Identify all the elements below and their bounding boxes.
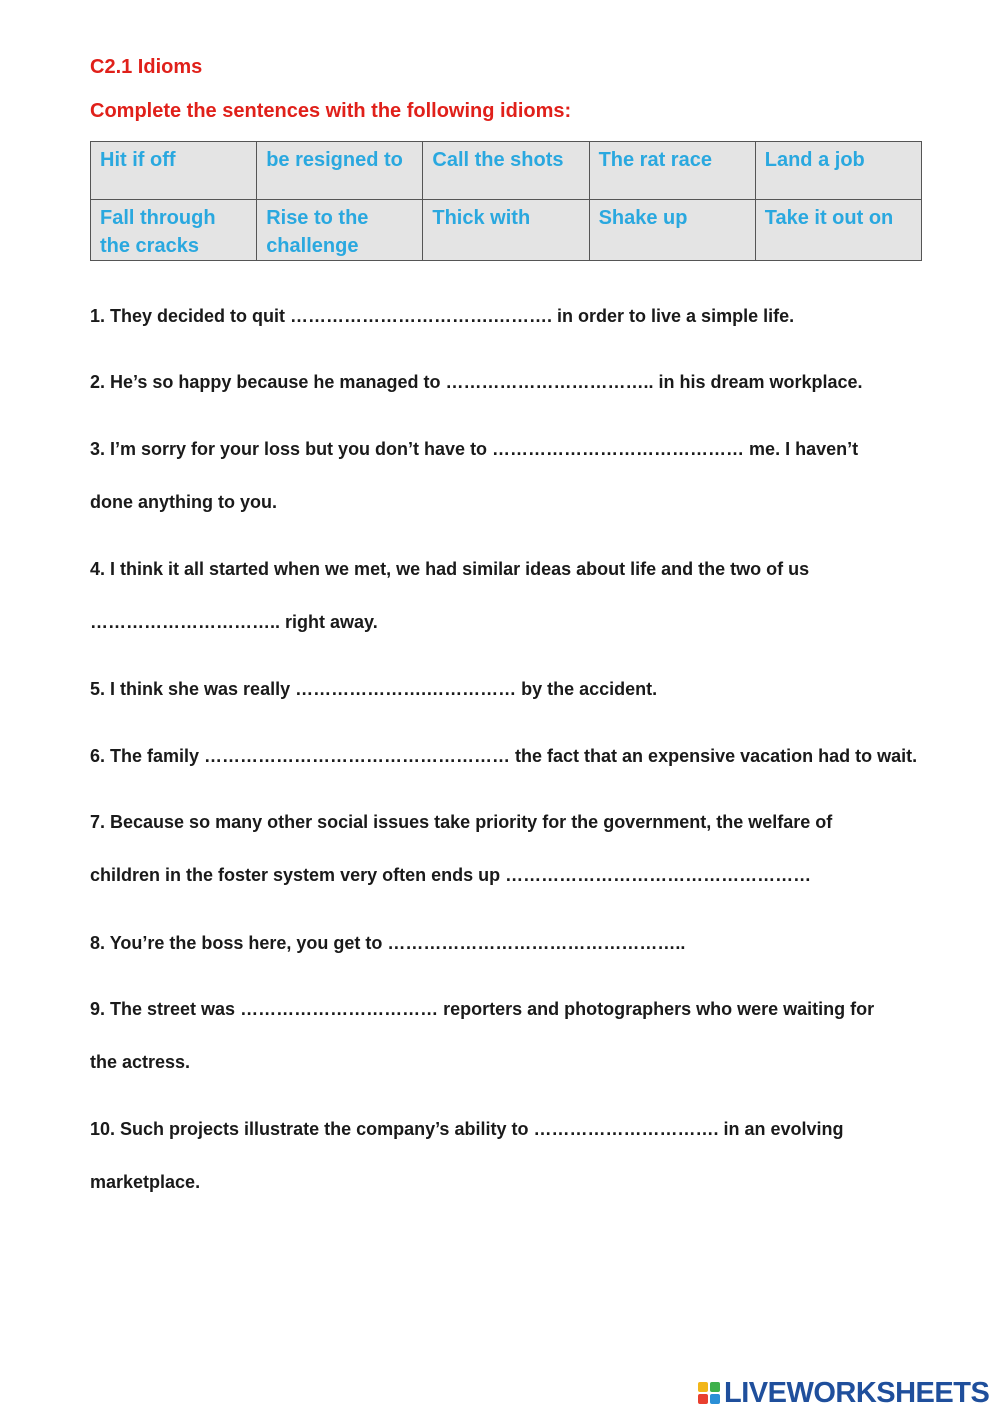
sentence-5 — [90, 663, 930, 716]
idiom-cell: Thick with — [423, 200, 589, 261]
sentence-10 — [90, 1103, 930, 1209]
sentence-line: 2. He’s so happy because he managed to …………………………….. in his dream workplace. — [90, 372, 863, 392]
sentence-line: 6. The family …………………………………………… the fact that an expensive vacation had to wait. — [90, 746, 918, 766]
idioms-row — [91, 200, 922, 261]
idiom-cell: Fall through the cracks — [91, 200, 257, 261]
sentence-4 — [90, 543, 930, 649]
sentence-line: ………………………….. right away. — [90, 612, 378, 632]
sentence-line: 7. Because so many other social issues take priority for the government, the welfare of — [90, 812, 833, 832]
sentence-line: marketplace. — [90, 1172, 201, 1192]
sentence-line: 10. Such projects illustrate the company’s ability to …………………………. in an evolving — [90, 1119, 844, 1139]
idiom-cell: Take it out on — [755, 200, 921, 261]
idiom-cell: Hit if off — [91, 142, 257, 200]
sentence-1 — [90, 290, 930, 343]
sentence-2 — [90, 356, 930, 409]
idiom-cell: The rat race — [589, 142, 755, 200]
sentence-line: 5. I think she was really ………………….…………… by the accident. — [90, 679, 658, 699]
idiom-cell: Rise to the challenge — [257, 200, 423, 261]
sentence-3 — [90, 423, 930, 529]
idiom-cell: Shake up — [589, 200, 755, 261]
liveworksheets-logo — [698, 1376, 989, 1410]
sentence-line: children in the foster system very often ends up …………………………………………… — [90, 865, 812, 885]
logo-text: LIVEWORKSHEETS — [724, 1376, 990, 1409]
idioms-table — [90, 141, 922, 261]
idioms-row — [91, 142, 922, 200]
instructions: Complete the sentences with the following idioms: — [90, 100, 572, 122]
sentence-7 — [90, 796, 930, 902]
idiom-cell: be resigned to — [257, 142, 423, 200]
sentence-6 — [90, 730, 930, 783]
logo-tile — [710, 1394, 720, 1404]
sentence-line: 1. They decided to quit …………………………….………. in order to live a simple life. — [90, 306, 795, 326]
sentence-line: 8. You’re the boss here, you get to ………………………………………….. — [90, 933, 686, 953]
sentence-line: the actress. — [90, 1052, 191, 1072]
sentence-line: 9. The street was …………………………… reporters and photographers who were waiting for — [90, 999, 875, 1019]
logo-tile — [698, 1394, 708, 1404]
logo-tile — [710, 1382, 720, 1392]
sentence-line: 3. I’m sorry for your loss but you don’t have to …………………………………… me. I haven’t — [90, 439, 859, 459]
sentence-8 — [90, 917, 930, 970]
idiom-cell: Call the shots — [423, 142, 589, 200]
logo-tile — [698, 1382, 708, 1392]
sentence-line: done anything to you. — [90, 492, 277, 512]
sentence-line: 4. I think it all started when we met, we had similar ideas about life and the two of us — [90, 559, 810, 579]
logo-mark-icon — [698, 1382, 720, 1404]
idiom-cell: Land a job — [755, 142, 921, 200]
sentence-9 — [90, 983, 930, 1089]
page-title: C2.1 Idioms — [90, 56, 203, 78]
